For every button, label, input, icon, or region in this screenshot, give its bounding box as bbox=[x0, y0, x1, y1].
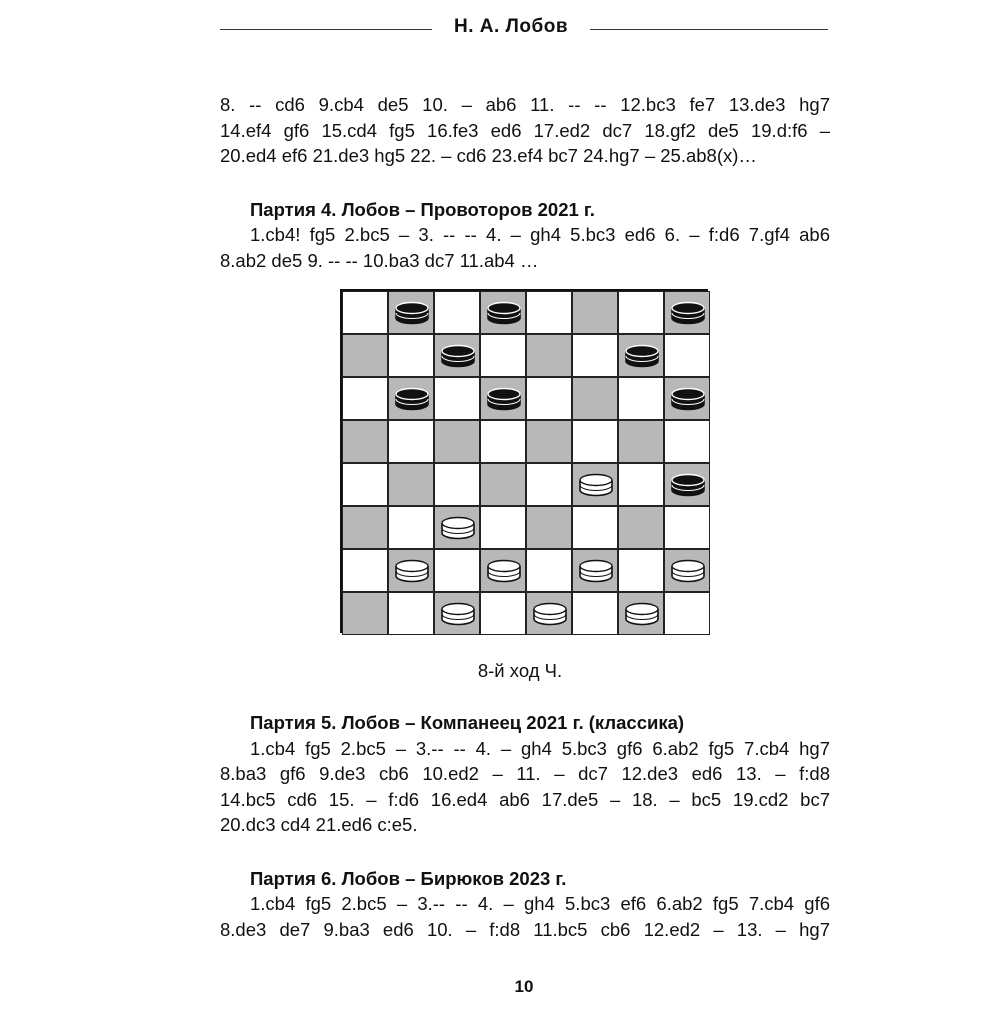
dark-square bbox=[526, 334, 572, 377]
white-checker-piece bbox=[440, 602, 476, 626]
light-square bbox=[618, 291, 664, 334]
light-square bbox=[480, 334, 526, 377]
light-square bbox=[388, 592, 434, 635]
light-square bbox=[572, 420, 618, 463]
game4-moves bbox=[220, 222, 830, 273]
move-line: 1.cb4 fg5 2.bc5 – 3.-- -- 4. – gh4 5.bc3 ef6 6.ab2 fg5 7.cb4 gf6 bbox=[250, 893, 830, 914]
light-square bbox=[342, 291, 388, 334]
dark-square bbox=[434, 506, 480, 549]
move-line: 20.dc3 cd4 21.ed6 c:e5. bbox=[220, 814, 418, 835]
white-checker-piece bbox=[440, 516, 476, 540]
light-square bbox=[664, 592, 710, 635]
white-checker-piece bbox=[624, 602, 660, 626]
dark-square bbox=[480, 549, 526, 592]
dark-square bbox=[526, 420, 572, 463]
dark-square bbox=[526, 592, 572, 635]
dark-square bbox=[388, 549, 434, 592]
dark-square bbox=[434, 420, 480, 463]
dark-square bbox=[480, 291, 526, 334]
light-square bbox=[480, 506, 526, 549]
light-square bbox=[526, 377, 572, 420]
light-square bbox=[572, 592, 618, 635]
light-square bbox=[434, 549, 480, 592]
continuation-moves bbox=[220, 92, 830, 169]
diagram-caption: 8-й ход Ч. bbox=[477, 660, 563, 681]
dark-square bbox=[388, 291, 434, 334]
light-square bbox=[388, 506, 434, 549]
black-checker-piece bbox=[670, 473, 706, 497]
dark-square bbox=[434, 334, 480, 377]
game6-moves bbox=[220, 891, 830, 942]
game5-moves bbox=[220, 736, 830, 838]
dark-square bbox=[480, 463, 526, 506]
dark-square bbox=[664, 549, 710, 592]
black-checker-piece bbox=[670, 301, 706, 325]
white-checker-piece bbox=[394, 559, 430, 583]
checkers-board bbox=[340, 289, 708, 633]
game4-title: Партия 4. Лобов – Провоторов 2021 г. bbox=[250, 198, 595, 220]
light-square bbox=[526, 291, 572, 334]
move-line: 8.ab2 de5 9. -- -- 10.ba3 dc7 11.ab4 … bbox=[220, 249, 539, 271]
dark-square bbox=[342, 334, 388, 377]
dark-square bbox=[480, 377, 526, 420]
dark-square bbox=[618, 334, 664, 377]
light-square bbox=[434, 463, 480, 506]
move-line: 8.de3 de7 9.ba3 ed6 10. – f:d8 11.bc5 cb6 12.ed2 – 13. – hg7 bbox=[220, 918, 830, 940]
light-square bbox=[388, 420, 434, 463]
game6-title: Партия 6. Лобов – Бирюков 2023 г. bbox=[250, 867, 567, 889]
dark-square bbox=[388, 463, 434, 506]
light-square bbox=[572, 506, 618, 549]
dark-square bbox=[572, 377, 618, 420]
light-square bbox=[664, 334, 710, 377]
light-square bbox=[526, 463, 572, 506]
light-square bbox=[480, 592, 526, 635]
light-square bbox=[664, 506, 710, 549]
light-square bbox=[526, 549, 572, 592]
move-line: 1.cb4! fg5 2.bc5 – 3. -- -- 4. – gh4 5.bc3 ed6 6. – f:d6 7.gf4 ab6 bbox=[250, 224, 830, 245]
light-square bbox=[480, 420, 526, 463]
move-line: 20.ed4 ef6 21.de3 hg5 22. – cd6 23.ef4 bc7 24.hg7 – 25.ab8(x)… bbox=[220, 145, 757, 166]
header-author: Н. А. Лобов bbox=[453, 16, 569, 37]
white-checker-piece bbox=[670, 559, 706, 583]
dark-square bbox=[664, 291, 710, 334]
move-line: 14.bc5 cd6 15. – f:d6 16.ed4 ab6 17.de5 – 18. – bc5 19.cd2 bc7 bbox=[220, 788, 830, 810]
dark-square bbox=[342, 420, 388, 463]
page-body bbox=[220, 92, 830, 273]
black-checker-piece bbox=[394, 387, 430, 411]
dark-square bbox=[618, 592, 664, 635]
dark-square bbox=[434, 592, 480, 635]
header-rule-right bbox=[590, 29, 828, 30]
white-checker-piece bbox=[578, 559, 614, 583]
dark-square bbox=[526, 506, 572, 549]
dark-square bbox=[572, 549, 618, 592]
dark-square bbox=[664, 463, 710, 506]
move-line: 1.cb4 fg5 2.bc5 – 3.-- -- 4. – gh4 5.bc3 gf6 6.ab2 fg5 7.cb4 hg7 bbox=[250, 737, 830, 759]
dark-square bbox=[572, 291, 618, 334]
black-checker-piece bbox=[394, 301, 430, 325]
black-checker-piece bbox=[486, 387, 522, 411]
dark-square bbox=[664, 377, 710, 420]
light-square bbox=[434, 377, 480, 420]
game5-title: Партия 5. Лобов – Компанеец 2021 г. (классика) bbox=[250, 712, 685, 733]
light-square bbox=[342, 549, 388, 592]
dark-square bbox=[618, 506, 664, 549]
light-square bbox=[618, 463, 664, 506]
move-line: 8.ba3 gf6 9.de3 cb6 10.ed2 – 11. – dc7 12.de3 ed6 13. – f:d8 bbox=[220, 763, 830, 784]
white-checker-piece bbox=[578, 473, 614, 497]
black-checker-piece bbox=[670, 387, 706, 411]
white-checker-piece bbox=[486, 559, 522, 583]
light-square bbox=[434, 291, 480, 334]
light-square bbox=[618, 549, 664, 592]
move-line: 8. -- cd6 9.cb4 de5 10. – ab6 11. -- -- 12.bc3 fe7 13.de3 hg7 bbox=[220, 94, 830, 115]
white-checker-piece bbox=[532, 602, 568, 626]
running-header bbox=[220, 12, 828, 46]
dark-square bbox=[342, 506, 388, 549]
black-checker-piece bbox=[486, 301, 522, 325]
black-checker-piece bbox=[440, 344, 476, 368]
light-square bbox=[342, 463, 388, 506]
page-body-lower bbox=[220, 710, 830, 942]
light-square bbox=[388, 334, 434, 377]
dark-square bbox=[342, 592, 388, 635]
move-line: 14.ef4 gf6 15.cd4 fg5 16.fe3 ed6 17.ed2 dc7 18.gf2 de5 19.d:f6 – bbox=[220, 119, 830, 141]
light-square bbox=[618, 377, 664, 420]
black-checker-piece bbox=[624, 344, 660, 368]
dark-square bbox=[618, 420, 664, 463]
light-square bbox=[664, 420, 710, 463]
checkers-diagram bbox=[340, 289, 708, 633]
page-number: 10 bbox=[514, 977, 534, 996]
dark-square bbox=[388, 377, 434, 420]
dark-square bbox=[572, 463, 618, 506]
light-square bbox=[342, 377, 388, 420]
light-square bbox=[572, 334, 618, 377]
header-rule-left bbox=[220, 29, 432, 30]
